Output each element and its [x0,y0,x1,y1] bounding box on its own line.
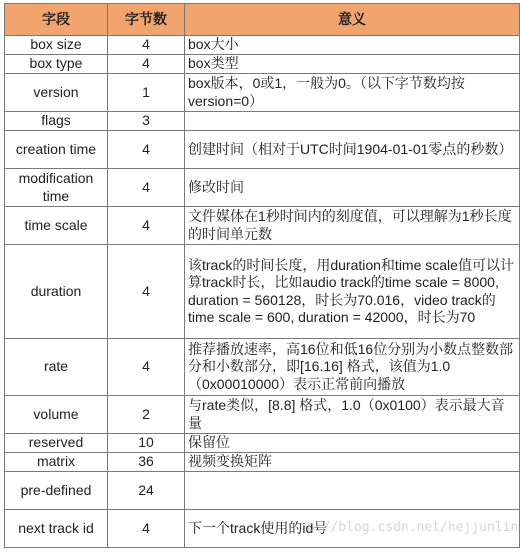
table-row [5,55,520,74]
table-row [5,472,520,510]
row-field: box type [5,55,108,74]
row-bytes: 1 [108,74,185,112]
row-field: matrix [5,453,108,472]
row-field: reserved [5,434,108,453]
row-field: volume [5,396,108,434]
table-row [5,74,520,112]
row-bytes: 4 [108,169,185,207]
table-row [5,396,520,434]
header-field: 字段 [5,4,108,36]
mvhd-field-table [4,3,520,548]
row-meaning: box版本，0或1，一般为0。（以下字节数均按version=0） [185,74,520,112]
header-meaning: 意义 [185,4,520,36]
row-bytes: 2 [108,396,185,434]
table-row [5,36,520,55]
row-bytes: 4 [108,36,185,55]
row-field: rate [5,339,108,396]
row-meaning: box大小 [185,36,520,55]
row-meaning [185,472,520,510]
row-bytes: 4 [108,245,185,339]
row-meaning: 该track的时间长度，用duration和time scale值可以计算track时长，比如audio track的time scale = 8000, duration = 560128，时长为70.016，video track的time scale = 600, duration = 42000，时长为70 [185,245,520,339]
row-meaning: 下一个track使用的id号 [185,510,520,548]
table-row [5,510,520,548]
blog-watermark: p://blog.csdn.net/hejjunlin [307,520,519,535]
table-row [5,112,520,131]
row-meaning: 视频变换矩阵 [185,453,520,472]
row-meaning: 文件媒体在1秒时间内的刻度值，可以理解为1秒长度的时间单元数 [185,207,520,245]
row-bytes: 3 [108,112,185,131]
row-meaning: 与rate类似，[8.8] 格式，1.0（0x0100）表示最大音量 [185,396,520,434]
row-bytes: 4 [108,131,185,169]
table-row [5,434,520,453]
row-field: duration [5,245,108,339]
table-row [5,453,520,472]
row-field: flags [5,112,108,131]
row-meaning: 保留位 [185,434,520,453]
header-bytes: 字节数 [108,4,185,36]
table-row [5,207,520,245]
row-meaning: 修改时间 [185,169,520,207]
row-field: next track id [5,510,108,548]
row-meaning: 创建时间（相对于UTC时间1904-01-01零点的秒数） [185,131,520,169]
row-field: creation time [5,131,108,169]
table-row [5,131,520,169]
row-bytes: 4 [108,339,185,396]
row-bytes: 4 [108,207,185,245]
table-row [5,339,520,396]
table-header-row [5,4,520,36]
row-field: pre-defined [5,472,108,510]
table-row [5,245,520,339]
row-meaning: 推荐播放速率，高16位和低16位分别为小数点整数部分和小数部分，即[16.16] 格式，该值为1.0（0x00010000）表示正常前向播放 [185,339,520,396]
row-bytes: 4 [108,55,185,74]
row-field: version [5,74,108,112]
row-meaning [185,112,520,131]
row-bytes: 10 [108,434,185,453]
row-field: box size [5,36,108,55]
row-bytes: 36 [108,453,185,472]
row-bytes: 24 [108,472,185,510]
row-meaning: box类型 [185,55,520,74]
table-row [5,169,520,207]
row-bytes: 4 [108,510,185,548]
row-field: time scale [5,207,108,245]
row-field: modification time [5,169,108,207]
